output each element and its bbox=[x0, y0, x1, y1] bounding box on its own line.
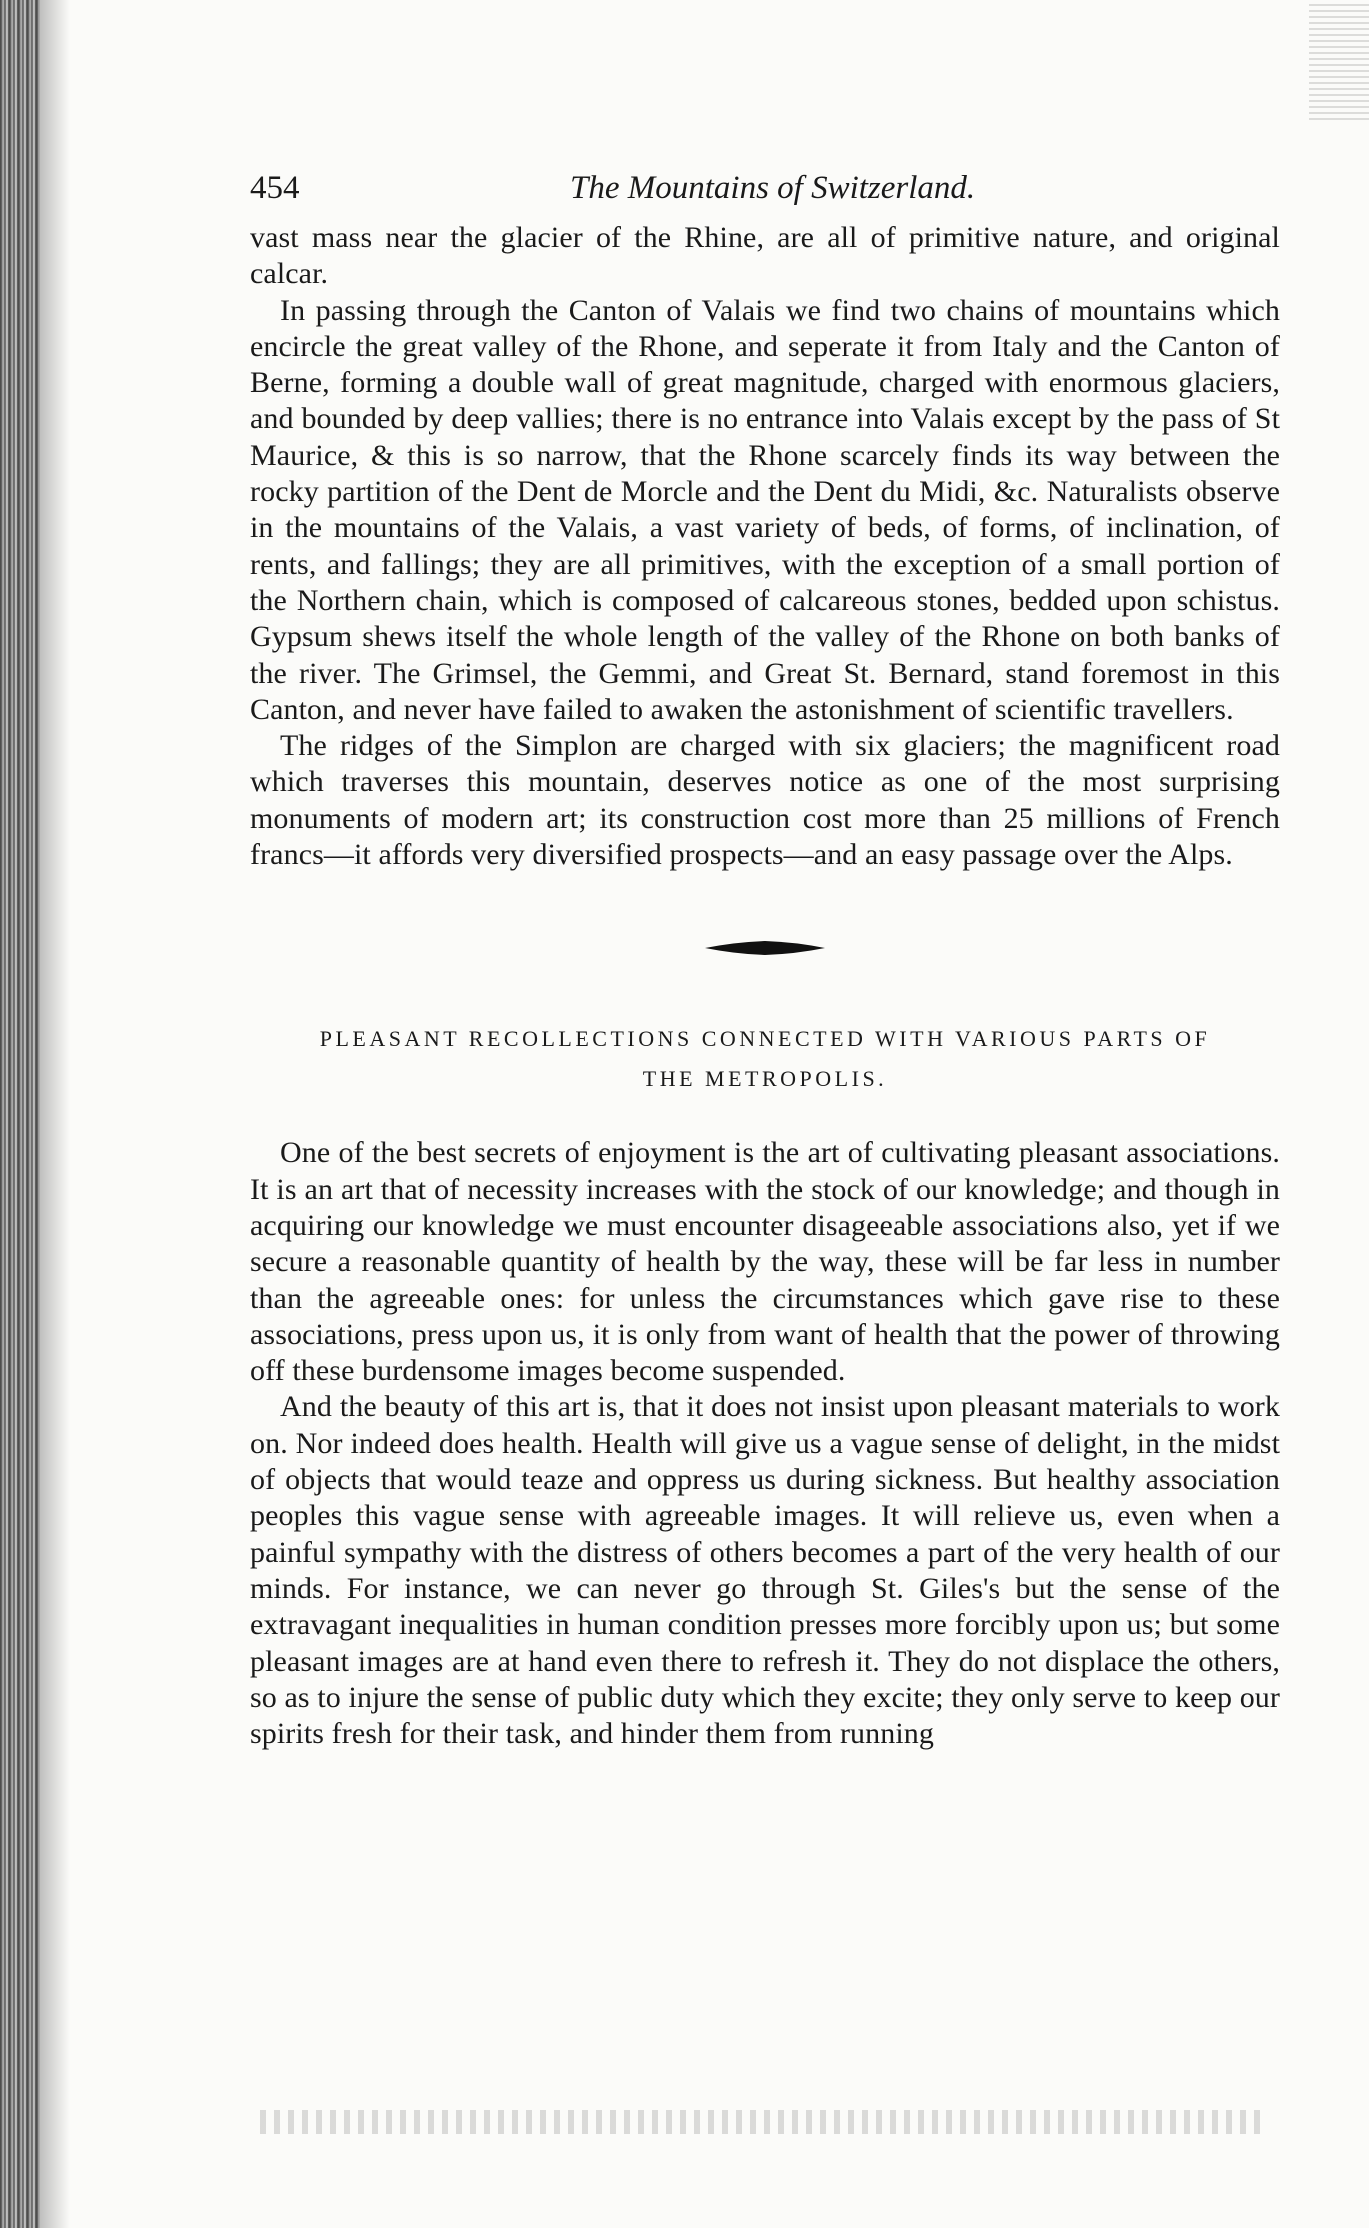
ornament-rule-icon bbox=[705, 933, 825, 963]
book-binding-edge bbox=[0, 0, 40, 2228]
show-through-text bbox=[260, 2110, 1260, 2134]
article1-paragraph-continued: vast mass near the glacier of the Rhine, are all of primitive nature, and original calcar. bbox=[250, 221, 1280, 291]
article2-heading-line2: THE METROPOLIS. bbox=[642, 1066, 888, 1092]
running-head bbox=[250, 170, 1280, 220]
book-page bbox=[250, 170, 1280, 1752]
article2-heading-line1: PLEASANT RECOLLECTIONS CONNECTED WITH VARIOUS PARTS OF bbox=[319, 1026, 1211, 1052]
page-number: 454 bbox=[250, 170, 300, 206]
article1-paragraph-valais: In passing through the Canton of Valais we find two chains of mountains which encircle the great valley of the Rhone, and seperate it from Italy and the Canton of Berne, forming a double wall of great magnitude, charged with enormous glaciers, and bounded by deep vallies; there is no entrance into Valais except by the pass of St Maurice, & this is so narrow, that the Rhone scarcely finds its way between the rocky partition of the Dent de Morcle and the Dent du Midi, &c. Naturalists observe in the mountains of the Valais, a vast variety of beds, of forms, of inclination, of rents, and fallings; they are all primitives, with the exception of a small portion of the Northern chain, which is composed of calcareous stones, bedded upon schistus. Gypsum shews itself the whole length of the valley of the Rhone on both banks of the river. The Grimsel, the Gemmi, and Great St. Bernard, stand foremost in this Canton, and never have failed to awaken the astonishment of scientific travellers. bbox=[250, 293, 1280, 726]
page-speckle bbox=[1309, 0, 1369, 120]
gutter-shadow bbox=[40, 0, 70, 2228]
article2-paragraph-2: And the beauty of this art is, that it does not insist upon pleasant materials to work on. Nor indeed does health. Health will give us a vague sense of delight, in the midst of objects that would teaze and oppress us during sickness. But healthy association peoples this vague sense with agreeable images. It will relieve us, even when a painful sympathy with the distress of others becomes a part of the very health of our minds. For instance, we can never go through St. Giles's but the sense of the extravagant inequalities in human condition presses more forcibly upon us; but some pleasant images are at hand even there to refresh it. They do not displace the others, so as to injure the sense of public duty which they excite; they only serve to keep our spirits fresh for their task, and hinder them from running bbox=[250, 1390, 1280, 1751]
running-title: The Mountains of Switzerland. bbox=[570, 170, 976, 206]
article1-paragraph-simplon: The ridges of the Simplon are charged with six glaciers; the magnificent road which traverses this mountain, deserves notice as one of the most surprising monuments of modern art; its construction cost more than 25 millions of French francs—it affords very diversified prospects—and an easy passage over the Alps. bbox=[250, 729, 1280, 872]
article2-paragraph-1: One of the best secrets of enjoyment is the art of cultivating pleasant associations. It is an art that of necessity increases with the stock of our knowledge; and though in acquiring our knowledge we must encounter disageeable associations also, yet if we secure a reasonable quantity of health by the way, these will be far less in number than the agreeable ones: for unless the circumstances which gave rise to these associations, press upon us, it is only from want of health that the power of throwing off these burdensome images become suspended. bbox=[250, 1136, 1280, 1388]
section-divider-ornament bbox=[250, 933, 1280, 963]
